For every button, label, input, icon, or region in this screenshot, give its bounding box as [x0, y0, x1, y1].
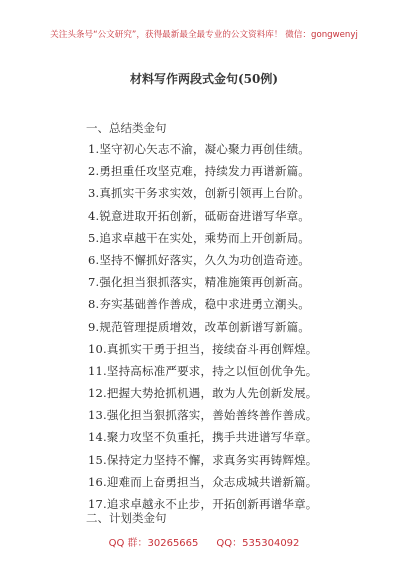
- list-item: 17.追求卓越永不止步，开拓创新再谱华章。: [88, 497, 318, 511]
- list-item: 15.保持定力坚持不懈，求真务实再铸辉煌。: [88, 452, 318, 467]
- footer-contact: [0, 534, 408, 549]
- list-item: 11.坚持高标准严要求，持之以恒创优争先。: [88, 363, 318, 378]
- qq-group-text: QQ 群：30265665: [108, 538, 199, 549]
- list-item: 1.坚守初心矢志不渝，凝心聚力再创佳绩。: [88, 142, 310, 156]
- qq-text: QQ：535304092: [216, 538, 300, 549]
- list-item: 7.强化担当狠抓落实，精准施策再创新高。: [88, 275, 310, 290]
- list-item: 5.追求卓越干在实处，乘势而上开创新局。: [88, 230, 310, 245]
- list-item: 13.强化担当狠抓落实，善始善终善作善成。: [88, 408, 318, 423]
- document-title: 材料写作两段式金句(50例): [129, 72, 279, 86]
- list-item: 6.坚持不懈抓好落实，久久为功创造奇迹。: [88, 252, 310, 267]
- section-heading-plan: 二、计划类金句: [86, 511, 167, 525]
- list-item: 8.夯实基础善作善成，稳中求进勇立潮头。: [88, 297, 310, 312]
- list-item: 9.规范管理提质增效，改革创新谱写新篇。: [88, 319, 310, 334]
- list-item: 16.迎难而上奋勇担当，众志成城共谱新篇。: [88, 474, 318, 489]
- phrase-list: [88, 138, 318, 515]
- list-item: 4.锐意进取开拓创新，砥砺奋进谱写华章。: [88, 208, 310, 223]
- list-item: 10.真抓实干勇于担当，接续奋斗再创辉煌。: [88, 341, 318, 356]
- list-item: 2.勇担重任攻坚克难，持续发力再谱新篇。: [88, 164, 310, 179]
- list-item: 3.真抓实干务求实效，创新引领再上台阶。: [88, 186, 310, 201]
- list-item: 14.聚力攻坚不负重托，携手共进谱写华章。: [88, 430, 318, 445]
- section-heading-summary: 一、总结类金句: [86, 121, 167, 135]
- list-item: 12.把握大势抢抓机遇，敢为人先创新发展。: [88, 386, 318, 401]
- header-note: 关注头条号“公文研究”，获得最新最全最专业的公文资料库！ 微信：gongwenyj: [50, 30, 358, 40]
